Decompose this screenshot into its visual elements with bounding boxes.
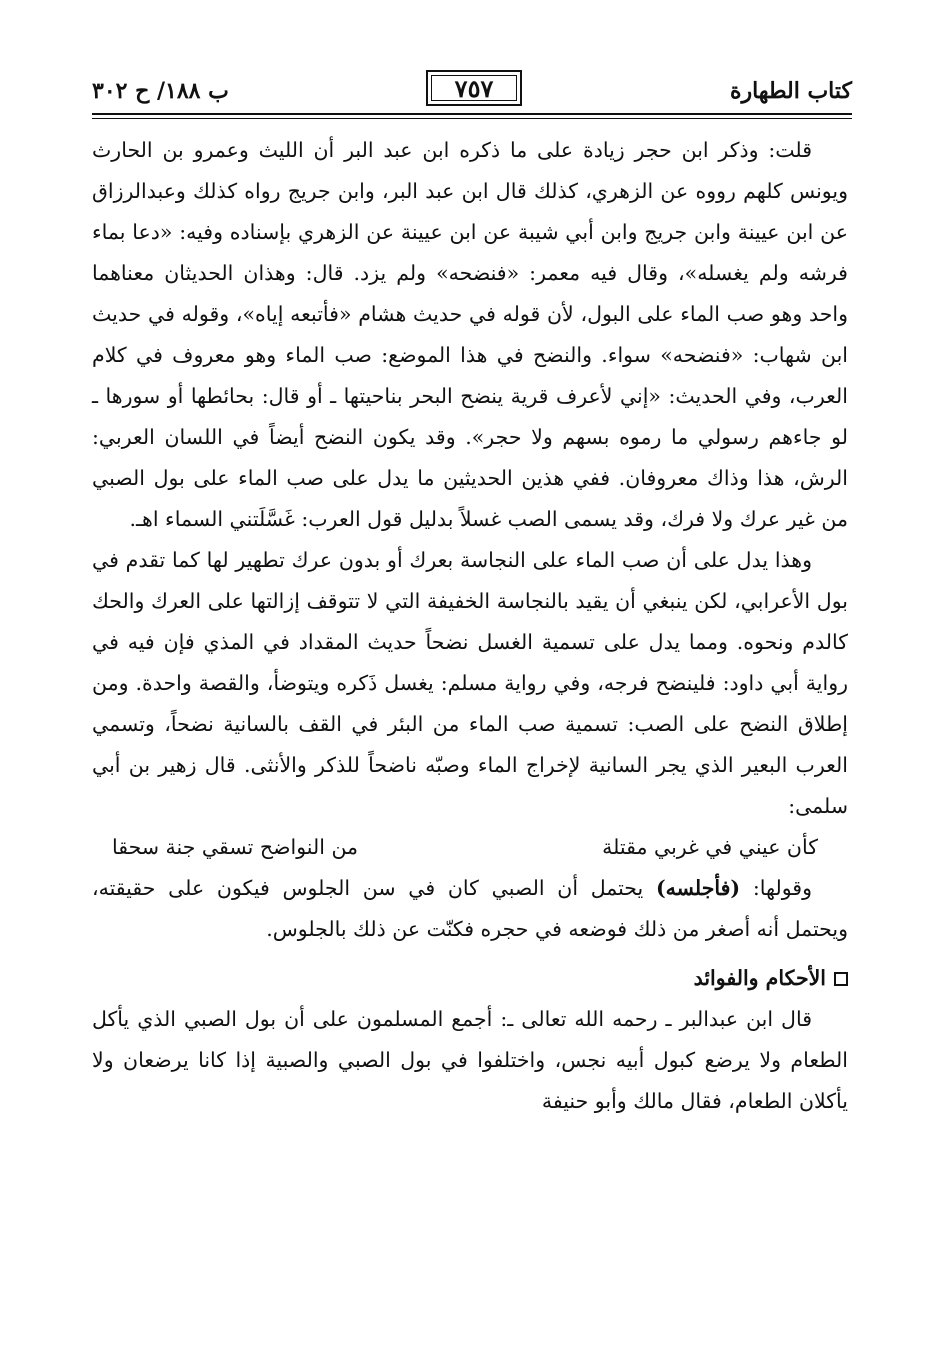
poem-first-hemistich: كأن عيني في غربي مقتلة [602,835,818,859]
book-title: كتاب الطهارة [729,78,852,104]
chapter-reference: ب ١٨٨/ ح ٣٠٢ [92,78,229,104]
page-body [92,130,848,1122]
page-number: ٧٥٧ [426,70,522,106]
paragraph-3-text: يحتمل أن الصبي كان في سن الجلوس فيكون على حقيقته، ويحتمل أنه أصغر من ذلك فوضعه في حجره فكنّت عن ذلك بالجلوس. [92,876,848,941]
section-heading-text: الأحكام والفوائد [693,966,826,990]
poem-second-hemistich: من النواضح تسقي جنة سحقا [112,835,359,859]
poem-verse [92,827,848,868]
paragraph-3 [92,868,848,950]
paragraph-1: قلت: وذكر ابن حجر زيادة على ما ذكره ابن عبد البر أن الليث وعمرو بن الحارث ويونس كلهم رووه عن الزهري، كذلك قال ابن عبد البر، وابن جريج رواه كذلك وعبدالرزاق عن ابن عيينة وابن جريج وابن أبي شيبة عن ابن عيينة عن الزهري بإسناده وفيه: «دعا بماء فرشه ولم يغسله»، وقال فيه معمر: «فنضحه» ولم يزد. قال: وهذان الحديثان معناهما واحد وهو صب الماء على البول، لأن قوله في حديث هشام «فأتبعه إياه»، وقوله في حديث ابن شهاب: «فنضحه» سواء. والنضح في هذا الموضع: صب الماء وهو معروف في كلام العرب، وفي الحديث: «إني لأعرف قرية ينضح البحر بناحيتها ـ أو قال: بحائطها أو سورها ـ لو جاءهم رسولي ما رموه بسهم ولا حجر». وقد يكون النضح أيضاً في اللسان العربي: الرش، هذا وذاك معروفان. ففي هذين الحديثين ما يدل على صب الماء على بول الصبي من غير عرك ولا فرك، وقد يسمى الصب غسلاً بدليل قول العرب: غَسَّلَتني السماء اهـ. [92,138,848,531]
header-rule-thin [92,118,852,119]
section-heading [92,958,848,999]
paragraph-2: وهذا يدل على أن صب الماء على النجاسة بعرك أو بدون عرك تطهير لها كما تقدم في بول الأعرابي، لكن ينبغي أن يقيد بالنجاسة الخفيفة التي لا تتوقف إزالتها على العرك والحك كالدم ونحوه. ومما يدل على تسمية الغسل نضحاً حديث المقداد في المذي فإن فيه في رواية أبي داود: فلينضح فرجه، وفي رواية مسلم: يغسل ذَكره ويتوضأ، والقصة واحدة. ومن إطلاق النضح على الصب: تسمية صب الماء من البئر في القف بالسانية نضحاً، وتسمي العرب البعير الذي يجر السانية لإخراج الماء وصبّه ناضحاً للذكر والأنثى. قال زهير بن أبي سلمى: [92,548,848,818]
page-header [92,68,852,114]
square-bullet-icon [834,972,848,986]
quoted-word: (فأجلسه) [655,876,741,900]
header-rule-thick [92,113,852,115]
paragraph-4: قال ابن عبدالبر ـ رحمه الله تعالى ـ: أجمع المسلمون على أن بول الصبي الذي يأكل الطعام ولا يرضع كبول أبيه نجس، واختلفوا في بول الصبي والصبية إذا كانا يرضعان ولا يأكلان الطعام، فقال مالك وأبو حنيفة [92,1007,848,1113]
paragraph-3-lead: وقولها: [752,876,812,900]
